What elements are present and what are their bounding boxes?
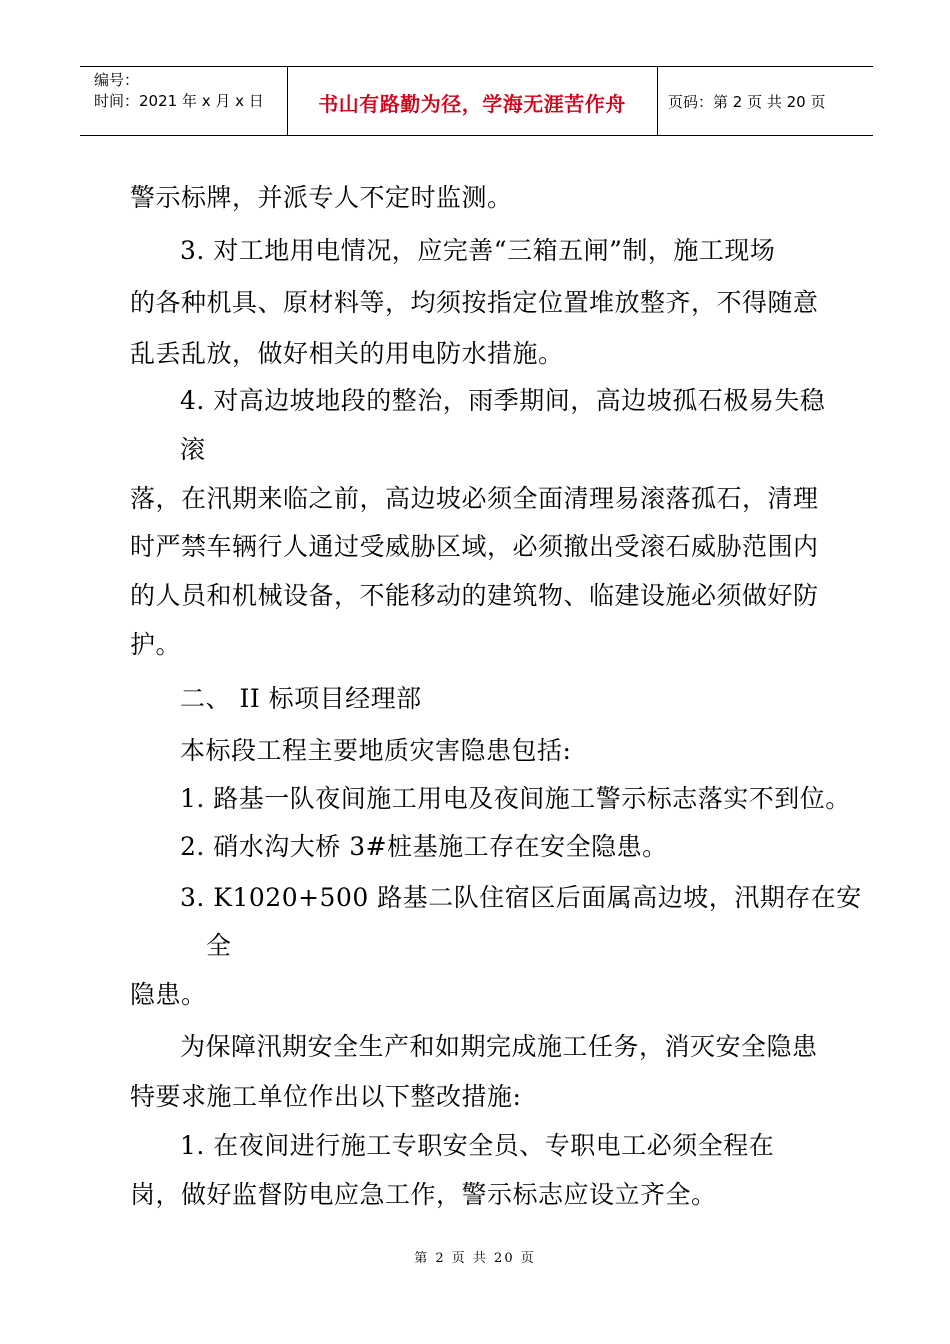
body-line: 3. 对工地用电情况，应完善“三箱五闸”制，施工现场 [180,236,776,265]
header-meta [94,70,264,112]
body-line: 3. K1020+500 路基二队住宿区后面属高边坡，汛期存在安 [180,883,862,912]
body-line: 落，在汛期来临之前，高边坡必须全面清理易滚落孤石，清理 [130,484,819,513]
header-page-number: 页码：第 2 页 共 20 页 [668,93,826,111]
body-line: 时严禁车辆行人通过受威胁区域，必须撤出受滚石威胁范围内 [130,532,819,561]
body-line: 隐患。 [130,980,207,1009]
body-line: 本标段工程主要地质灾害隐患包括: [180,736,572,765]
document-number: 编号： [94,71,140,89]
body-line: 的各种机具、原材料等，均须按指定位置堆放整齐，不得随意 [130,288,819,317]
header-motto: 书山有路勤为径，学海无涯苦作舟 [318,92,626,116]
body-line: 的人员和机械设备，不能移动的建筑物、临建设施必须做好防 [130,581,819,610]
page-header [80,66,873,136]
body-line: 全 [206,931,232,960]
body-line: 岗，做好监督防电应急工作，警示标志应设立齐全。 [130,1180,717,1209]
body-line: 1. 路基一队夜间施工用电及夜间施工警示标志落实不到位。 [180,784,851,813]
document-date: 时间：2021 年 x 月 x 日 [94,92,264,110]
header-bottom-rule [80,135,873,136]
body-line: 特要求施工单位作出以下整改措施: [130,1082,522,1111]
body-line: 4. 对高边坡地段的整治，雨季期间，高边坡孤石极易失稳 [180,386,826,415]
body-line: 为保障汛期安全生产和如期完成施工任务，消灭安全隐患 [180,1032,818,1061]
section-heading: 二、 II 标项目经理部 [180,684,422,713]
header-divider-right [657,66,658,136]
header-top-rule [80,66,873,67]
body-line: 护。 [130,630,182,659]
body-line: 2. 硝水沟大桥 3#桩基施工存在安全隐患。 [180,832,668,861]
body-line: 警示标牌，并派专人不定时监测。 [130,183,513,212]
page-footer: 第 2 页 共 20 页 [414,1251,536,1266]
body-line: 1. 在夜间进行施工专职安全员、专职电工必须全程在 [180,1131,775,1160]
body-line: 乱丢乱放，做好相关的用电防水措施。 [130,339,564,368]
body-line: 滚 [180,435,206,464]
